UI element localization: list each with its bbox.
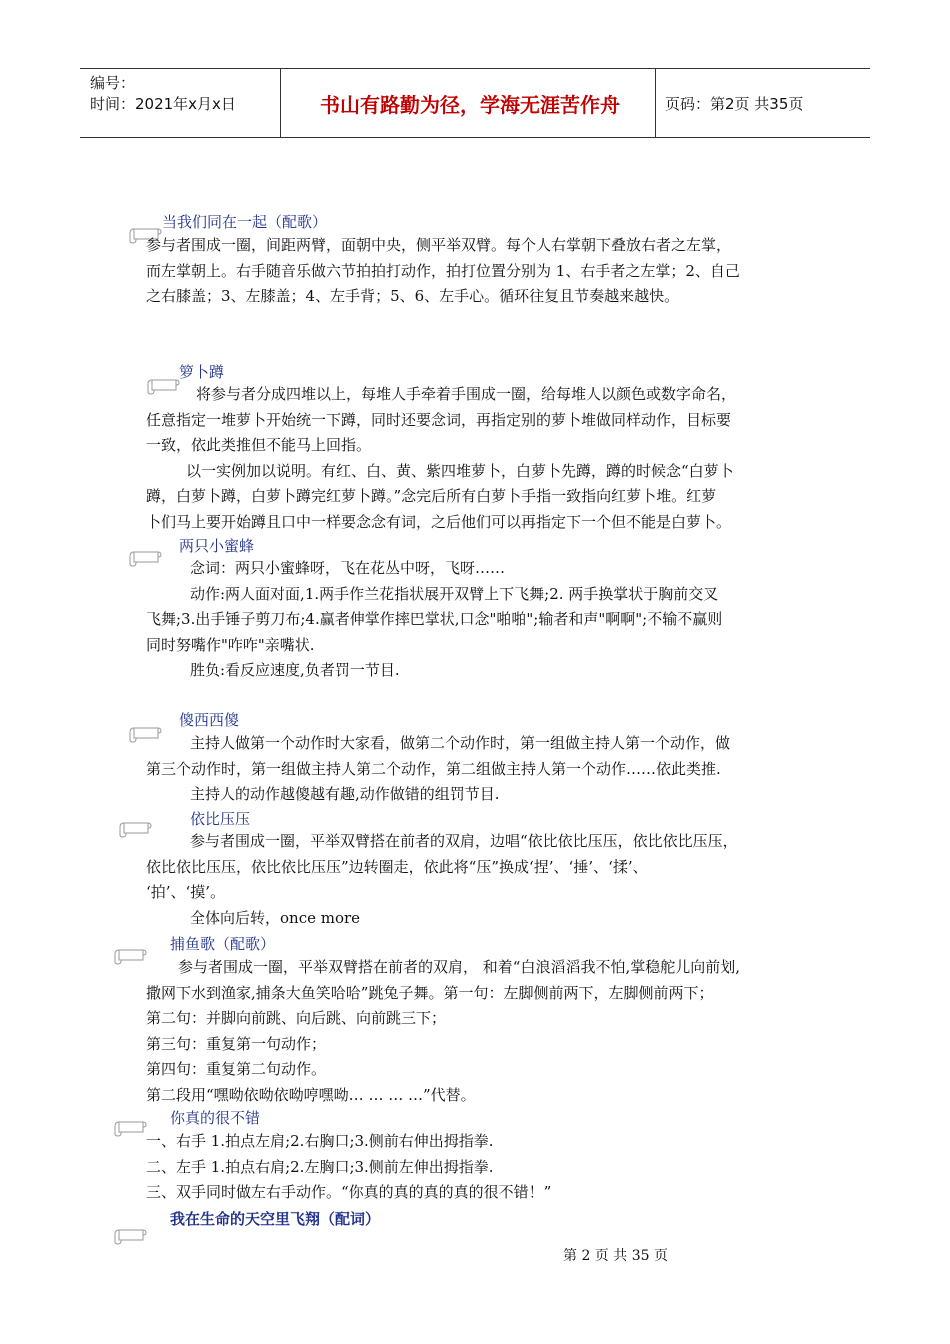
scroll-icon	[113, 1227, 147, 1245]
paragraph-line: 以一实例加以说明。有红、白、黄、紫四堆萝卜，白萝卜先蹲，蹲的时候念“白萝卜	[186, 461, 734, 480]
paragraph-line: 依比依比压压，依比依比压压”边转圈走，依此将“压”换成‘捏’、‘捶’、‘揉’、	[146, 857, 648, 876]
paragraph-line: 参与者围成一圈，平举双臂搭在前者的双肩， 和着“白浪滔滔我不怕,掌稳舵儿向前划,	[178, 958, 740, 976]
paragraph-line: 飞舞;3.出手锤子剪刀布;4.赢者伸掌作摔巴掌状,口念"啪啪";输者和声"啊啊";不输不赢则	[146, 610, 723, 628]
paragraph-line: 一、右手 1.拍点左肩;2.右胸口;3.侧前右伸出拇指拳.	[146, 1132, 494, 1150]
scroll-icon	[113, 947, 147, 965]
paragraph-line: 第三句：重复第一句动作；	[146, 1034, 327, 1053]
section-title-silly: 傻西西傻	[179, 711, 240, 729]
paragraph-line: 第四句：重复第二句动作。	[146, 1060, 327, 1078]
section-title-fishing: 捕鱼歌（配歌）	[170, 935, 276, 953]
paragraph-line: 参与者围成一圈，平举双臂搭在前者的双肩，边唱“依比依比压压，依比依比压压，	[190, 832, 738, 850]
header-page-info: 页码：第2页 共35页	[665, 94, 804, 113]
section-body-yibi	[146, 829, 832, 931]
section-title-radish: 箩卜蹲	[179, 363, 225, 381]
paragraph-line: 任意指定一堆萝卜开始统一下蹲，同时还要念词，再指定别的萝卜堆做同样动作，目标要	[146, 410, 732, 429]
paragraph-line: 将参与者分成四堆以上，每堆人手牵着手围成一圈，给每堆人以颜色或数字命名，	[196, 385, 737, 403]
paragraph-line: 第二句：并脚向前跳、向后跳、向前跳三下；	[146, 1009, 447, 1027]
paragraph-line: 参与者围成一圈，间距两臂，面朝中央，侧平举双臂。每个人右掌朝下叠放右者之左掌，	[146, 236, 732, 254]
time-label: 时间：2021年x月x日	[90, 95, 236, 113]
paragraph-line: 二、左手 1.拍点右肩;2.左胸口;3.侧前左伸出拇指拳.	[146, 1157, 494, 1176]
paragraph-line: 蹲，白萝卜蹲，白萝卜蹲完红萝卜蹲。”念完后所有白萝卜手指一致指向红萝卜堆。红萝	[146, 487, 717, 505]
section-title-flying: 我在生命的天空里飞翔（配词）	[170, 1210, 381, 1228]
section-title-together: 当我们同在一起（配歌）	[162, 213, 328, 231]
paragraph-line: 三、双手同时做左右手动作。“你真的真的真的真的很不错！”	[146, 1183, 552, 1201]
section-body-silly	[146, 731, 826, 808]
header-divider	[655, 69, 656, 137]
paragraph-line: ‘拍’、‘摸’。	[146, 883, 226, 901]
paragraph-line: 第二段用“嘿呦依呦依呦哼嘿呦… … … …”代替。	[146, 1085, 476, 1104]
header-motto: 书山有路勤为径，学海无涯苦作舟	[320, 92, 620, 117]
paragraph-line: 胜负:看反应速度,负者罚一节目.	[190, 661, 400, 679]
paragraph-line: 而左掌朝上。右手随音乐做六节拍拍打动作，拍打位置分别为 1、右手者之左掌；2、自己	[146, 261, 740, 280]
number-label: 编号：	[90, 74, 136, 92]
page-footer: 第 2 页 共 35 页	[563, 1248, 668, 1264]
paragraph-line: 第三个动作时，第一组做主持人第二个动作，第二组做主持人第一个动作……依此类推.	[146, 759, 721, 778]
header-divider	[280, 69, 281, 137]
section-body-together	[146, 233, 826, 310]
section-title-bees: 两只小蜜蜂	[179, 537, 255, 555]
header-meta	[90, 73, 236, 115]
paragraph-line: 一致，依此类推但不能马上回指。	[146, 436, 372, 454]
section-title-great: 你真的很不错	[170, 1109, 261, 1127]
paragraph-line: 动作:两人面对面,1.两手作兰花指状展开双臂上下飞舞;2. 两手换掌状于胸前交叉	[190, 584, 719, 603]
section-body-bees	[146, 556, 826, 684]
paragraph-line: 同时努嘴作"咋咋"亲嘴状.	[146, 635, 315, 654]
paragraph-line: 撒网下水到渔家,捕条大鱼笑哈哈”跳兔子舞。第一句：左脚侧前两下，左脚侧前两下；	[146, 983, 714, 1002]
section-body-radish	[146, 382, 826, 535]
paragraph-line: 主持人的动作越傻越有趣,动作做错的组罚节目.	[190, 785, 500, 803]
scroll-icon	[113, 1119, 147, 1137]
section-body-fishing	[146, 955, 832, 1108]
paragraph-line: 念词：两只小蜜蜂呀，飞在花丛中呀，飞呀……	[190, 559, 506, 577]
paragraph-line: 之右膝盖；3、左膝盖；4、左手背；5、6、左手心。循环往复且节奏越来越快。	[146, 287, 680, 305]
paragraph-line: 全体向后转，once more	[190, 908, 361, 927]
paragraph-line: 卜们马上要开始蹲且口中一样要念念有词，之后他们可以再指定下一个但不能是白萝卜。	[146, 512, 732, 531]
section-title-yibi: 依比压压	[190, 810, 251, 828]
page-header	[80, 68, 870, 138]
paragraph-line: 主持人做第一个动作时大家看，做第二个动作时，第一组做主持人第一个动作，做	[190, 734, 731, 752]
section-body-great	[146, 1129, 832, 1206]
